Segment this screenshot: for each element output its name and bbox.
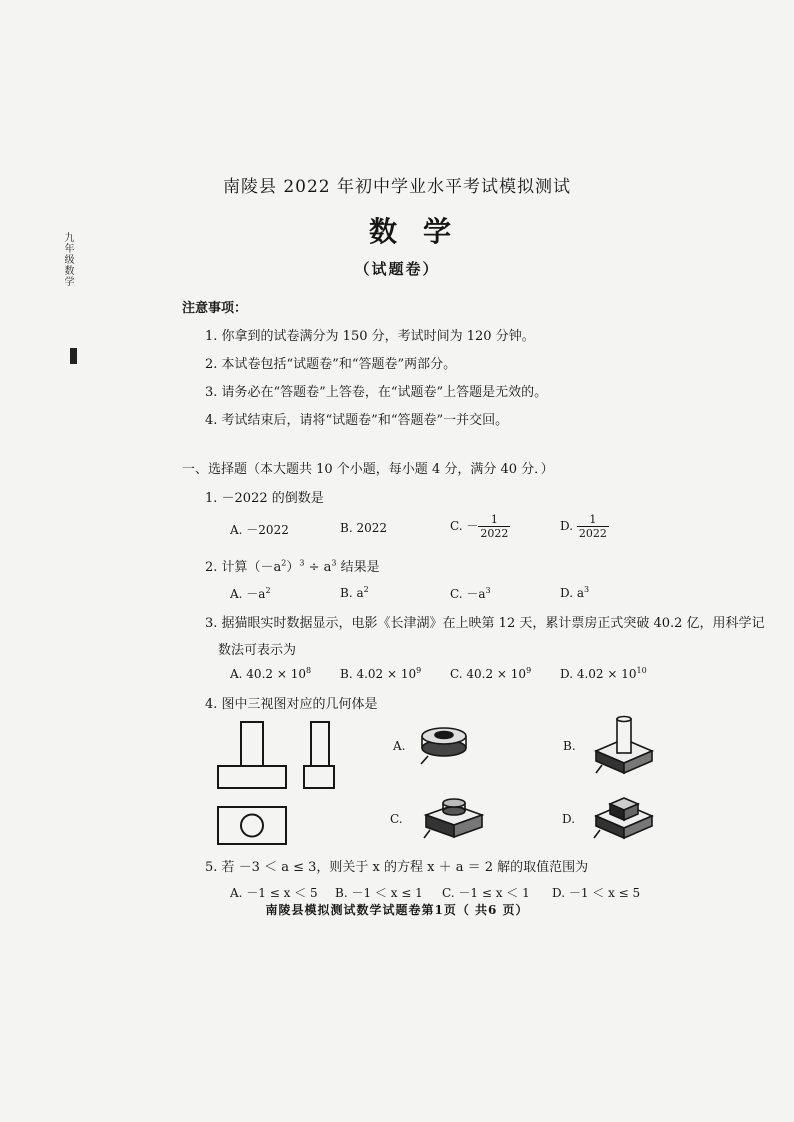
- margin-note: 九年级数学: [62, 232, 73, 287]
- notice-item: 2. 本试卷包括“试题卷”和“答题卷”两部分。: [205, 357, 457, 372]
- q4-option-d-figure: [588, 790, 658, 845]
- option-text: D. a: [560, 586, 584, 600]
- question-3-stem-line1: 3. 据猫眼实时数据显示，电影《长津湖》在上映第 12 天，累计票房正式突破 40.2 亿，用科学记: [205, 616, 765, 631]
- q4-option-c-figure: [418, 793, 488, 843]
- q2-exponent: 2: [281, 558, 287, 568]
- question-5-stem: 5. 若 －3 ＜ a ≤ 3，则关于 x 的方程 x ＋ a ＝ 2 解的取值范围为: [205, 860, 589, 875]
- fraction-numerator: 1: [577, 513, 609, 527]
- subject-title: 数学: [368, 215, 477, 248]
- q2-exponent: 3: [331, 558, 337, 568]
- notice-item: 4. 考试结束后，请将“试题卷”和“答题卷”一并交回。: [205, 413, 509, 428]
- q1-option-c: [450, 513, 510, 540]
- q2-stem-part: 2. 计算（－a: [205, 560, 282, 575]
- q3-option-c: [450, 666, 531, 681]
- option-text: C. 40.2 × 10: [450, 667, 527, 681]
- q3-option-d: [560, 666, 647, 681]
- q2-option-a: [230, 585, 271, 602]
- q5-option-d: D. －1 ＜ x ≤ 5: [552, 886, 641, 900]
- option-text: C. －a: [450, 587, 486, 601]
- option-exponent: 2: [265, 586, 271, 595]
- option-exponent: 9: [526, 666, 532, 675]
- option-text: B. 4.02 × 10: [340, 667, 417, 681]
- q2-option-b: [340, 585, 369, 600]
- fraction-denominator: 2022: [578, 527, 607, 540]
- q4-option-b-figure: [588, 713, 658, 783]
- margin-mark: [70, 348, 77, 364]
- q1-option-d-fraction: [577, 513, 609, 540]
- q4-option-a-figure: [418, 722, 478, 767]
- option-text: D. 4.02 × 10: [560, 667, 637, 681]
- paper-type: （试题卷）: [354, 260, 440, 278]
- q2-option-d: [560, 585, 589, 600]
- q3-option-a: [230, 666, 311, 681]
- option-exponent: 10: [636, 666, 647, 675]
- option-exponent: 2: [363, 585, 369, 594]
- option-exponent: 8: [305, 666, 312, 675]
- option-exponent: 3: [485, 586, 491, 595]
- side-view-drawing: [300, 718, 340, 778]
- front-view-base: [218, 766, 286, 788]
- question-3-stem-line2: 数法可表示为: [218, 643, 297, 658]
- q2-stem-part: ÷ a: [304, 560, 332, 575]
- q1-option-a: A. －2022: [230, 523, 289, 537]
- q4-option-d-label: D.: [562, 812, 576, 826]
- q4-option-a-label: A.: [393, 739, 406, 753]
- option-exponent: 3: [583, 585, 590, 594]
- top-view-circle: [241, 815, 263, 837]
- q4-option-b-label: B.: [563, 739, 576, 753]
- section-title: 一、选择题（本大题共 10 个小题，每小题 4 分，满分 40 分．）: [182, 462, 554, 477]
- side-view-column: [311, 722, 329, 766]
- q1-option-d: [560, 513, 609, 540]
- top-view-rect: [218, 807, 286, 844]
- question-2-stem: [205, 556, 380, 575]
- option-exponent: 9: [416, 666, 422, 675]
- notice-title: 注意事项：: [182, 301, 248, 316]
- q1-option-c-fraction: [478, 513, 510, 540]
- q5-option-a: A. －1 ≤ x ＜ 5: [230, 886, 318, 900]
- three-view-drawing: [214, 718, 304, 848]
- question-1-stem: 1. －2022 的倒数是: [205, 491, 324, 506]
- q1-option-c-label: C. －: [450, 519, 479, 533]
- option-text: A. 40.2 × 10: [230, 667, 306, 681]
- q4-option-c-label: C.: [390, 812, 403, 826]
- q5-option-c: C. －1 ≤ x ＜ 1: [442, 886, 530, 900]
- q2-exponent: 3: [299, 558, 305, 568]
- fraction-denominator: 2022: [480, 527, 509, 540]
- option-text: B. a: [340, 586, 364, 600]
- fraction-numerator: 1: [478, 513, 510, 527]
- notice-item: 1. 你拿到的试卷满分为 150 分，考试时间为 120 分钟。: [205, 329, 535, 344]
- page-footer: 南陵县模拟测试数学试题卷第1页（ 共6 页）: [265, 903, 529, 917]
- q2-stem-part: ）: [286, 560, 300, 575]
- q1-option-b: B. 2022: [340, 521, 387, 535]
- exam-title: 南陵县 2022 年初中学业水平考试模拟测试: [222, 177, 572, 197]
- side-view-base: [304, 766, 334, 788]
- option-text: A. －a: [230, 587, 266, 601]
- notice-item: 3. 请务必在“答题卷”上答卷，在“试题卷”上答题是无效的。: [205, 385, 548, 400]
- front-view-column: [241, 722, 263, 766]
- q2-stem-part: 结果是: [336, 560, 380, 575]
- q2-option-c: [450, 585, 491, 602]
- q3-option-b: [340, 666, 421, 681]
- question-4-stem: 4. 图中三视图对应的几何体是: [205, 697, 378, 712]
- q1-option-d-label: D.: [560, 519, 574, 533]
- q5-option-b: B. －1 ＜ x ≤ 1: [335, 886, 423, 900]
